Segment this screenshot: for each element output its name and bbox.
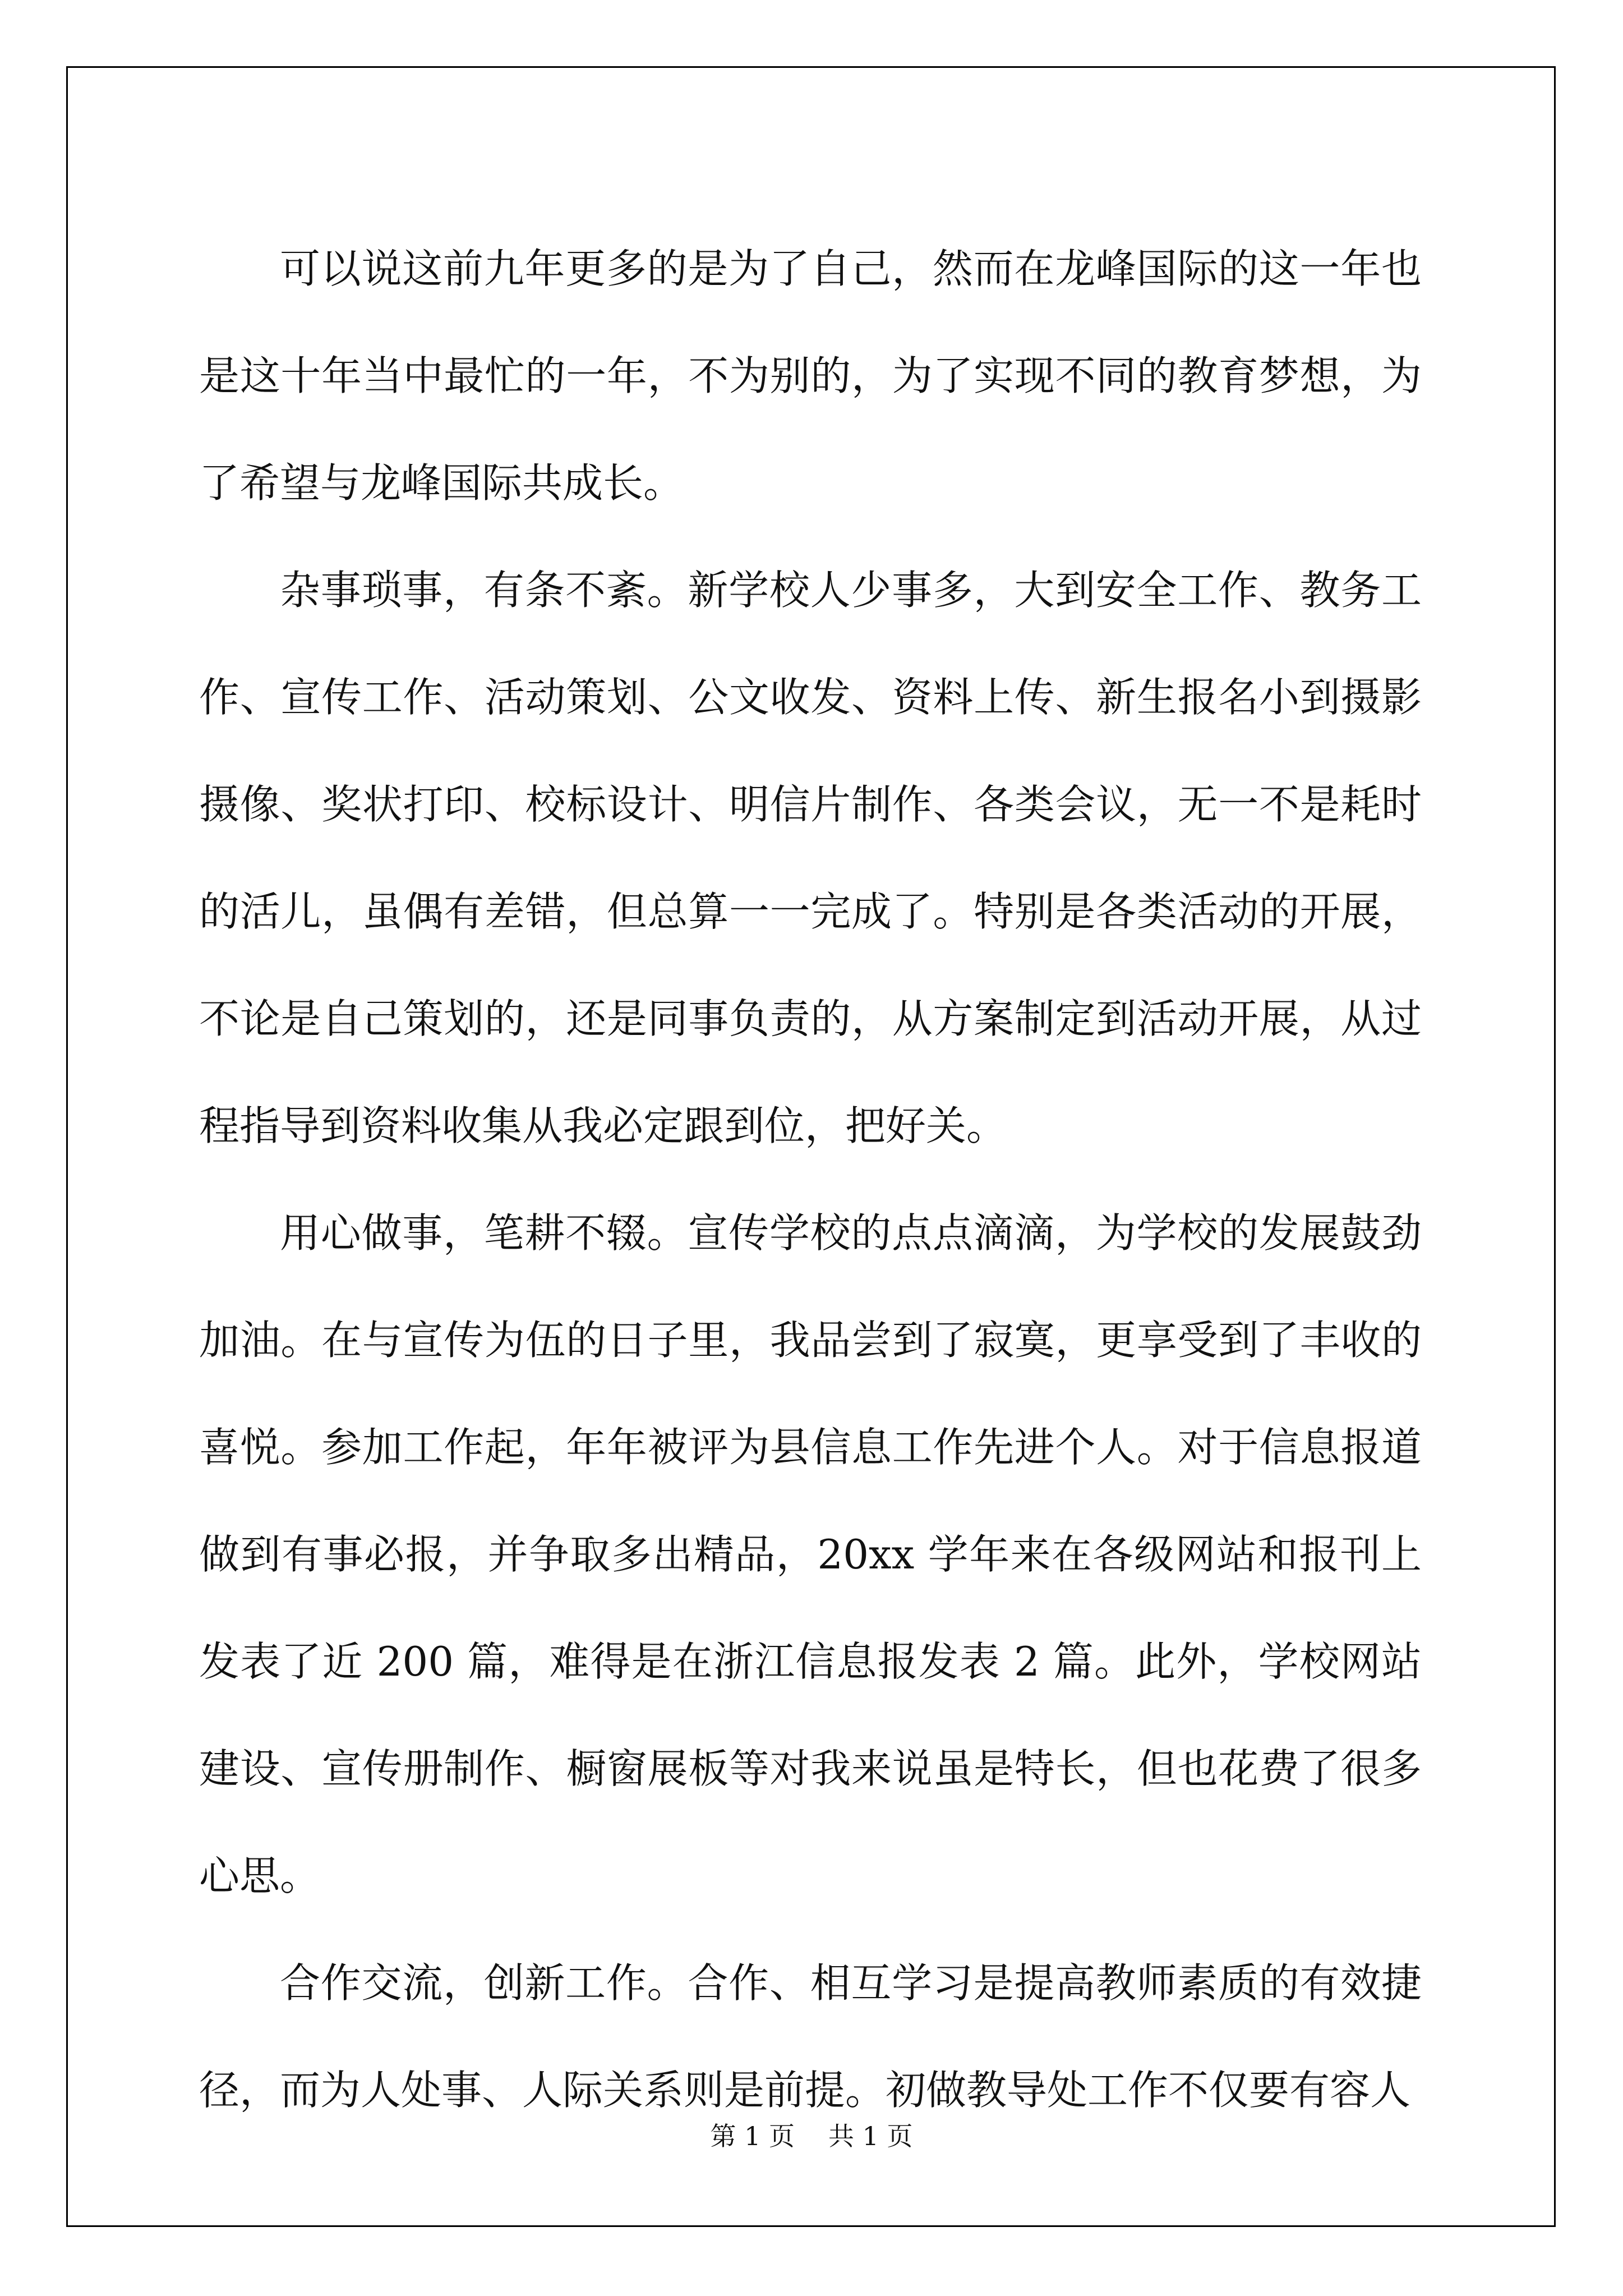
document-body	[199, 215, 1422, 2144]
page-footer	[0, 2116, 1623, 2153]
paragraph-2: 杂事琐事，有条不紊。新学校人少事多，大到安全工作、教务工作、宣传工作、活动策划、公文收发、资料上传、新生报名小到摄影摄像、奖状打印、校标设计、明信片制作、各类会议，无一不是耗时的活儿，虽偶有差错，但总算一一完成了。特别是各类活动的开展，不论是自己策划的，还是同事负责的，从方案制定到活动开展，从过程指导到资料收集从我必定跟到位，把好关。	[199, 567, 1422, 1149]
page-number-current: 第 1 页	[710, 2121, 795, 2151]
page-number-total: 共 1 页	[828, 2121, 913, 2151]
paragraph-3: 用心做事，笔耕不辍。宣传学校的点点滴滴，为学校的发展鼓劲加油。在与宣传为伍的日子里，我品尝到了寂寞，更享受到了丰收的喜悦。参加工作起，年年被评为县信息工作先进个人。对于信息报道做到有事必报，并争取多出精品，20xx 学年来在各级网站和报刊上发表了近 200 篇，难得是在浙江信息报发表 2 篇。此外，学校网站建设、宣传册制作、橱窗展板等对我来说虽是特长，但也花费了很多心思。	[199, 1209, 1422, 1899]
paragraph-1: 可以说这前九年更多的是为了自己，然而在龙峰国际的这一年也是这十年当中最忙的一年，不为别的，为了实现不同的教育梦想，为了希望与龙峰国际共成长。	[199, 245, 1422, 507]
paragraph-4: 合作交流，创新工作。合作、相互学习是提高教师素质的有效捷径，而为人处事、人际关系则是前提。初做教导处工作不仅要有容人	[199, 1959, 1422, 2114]
